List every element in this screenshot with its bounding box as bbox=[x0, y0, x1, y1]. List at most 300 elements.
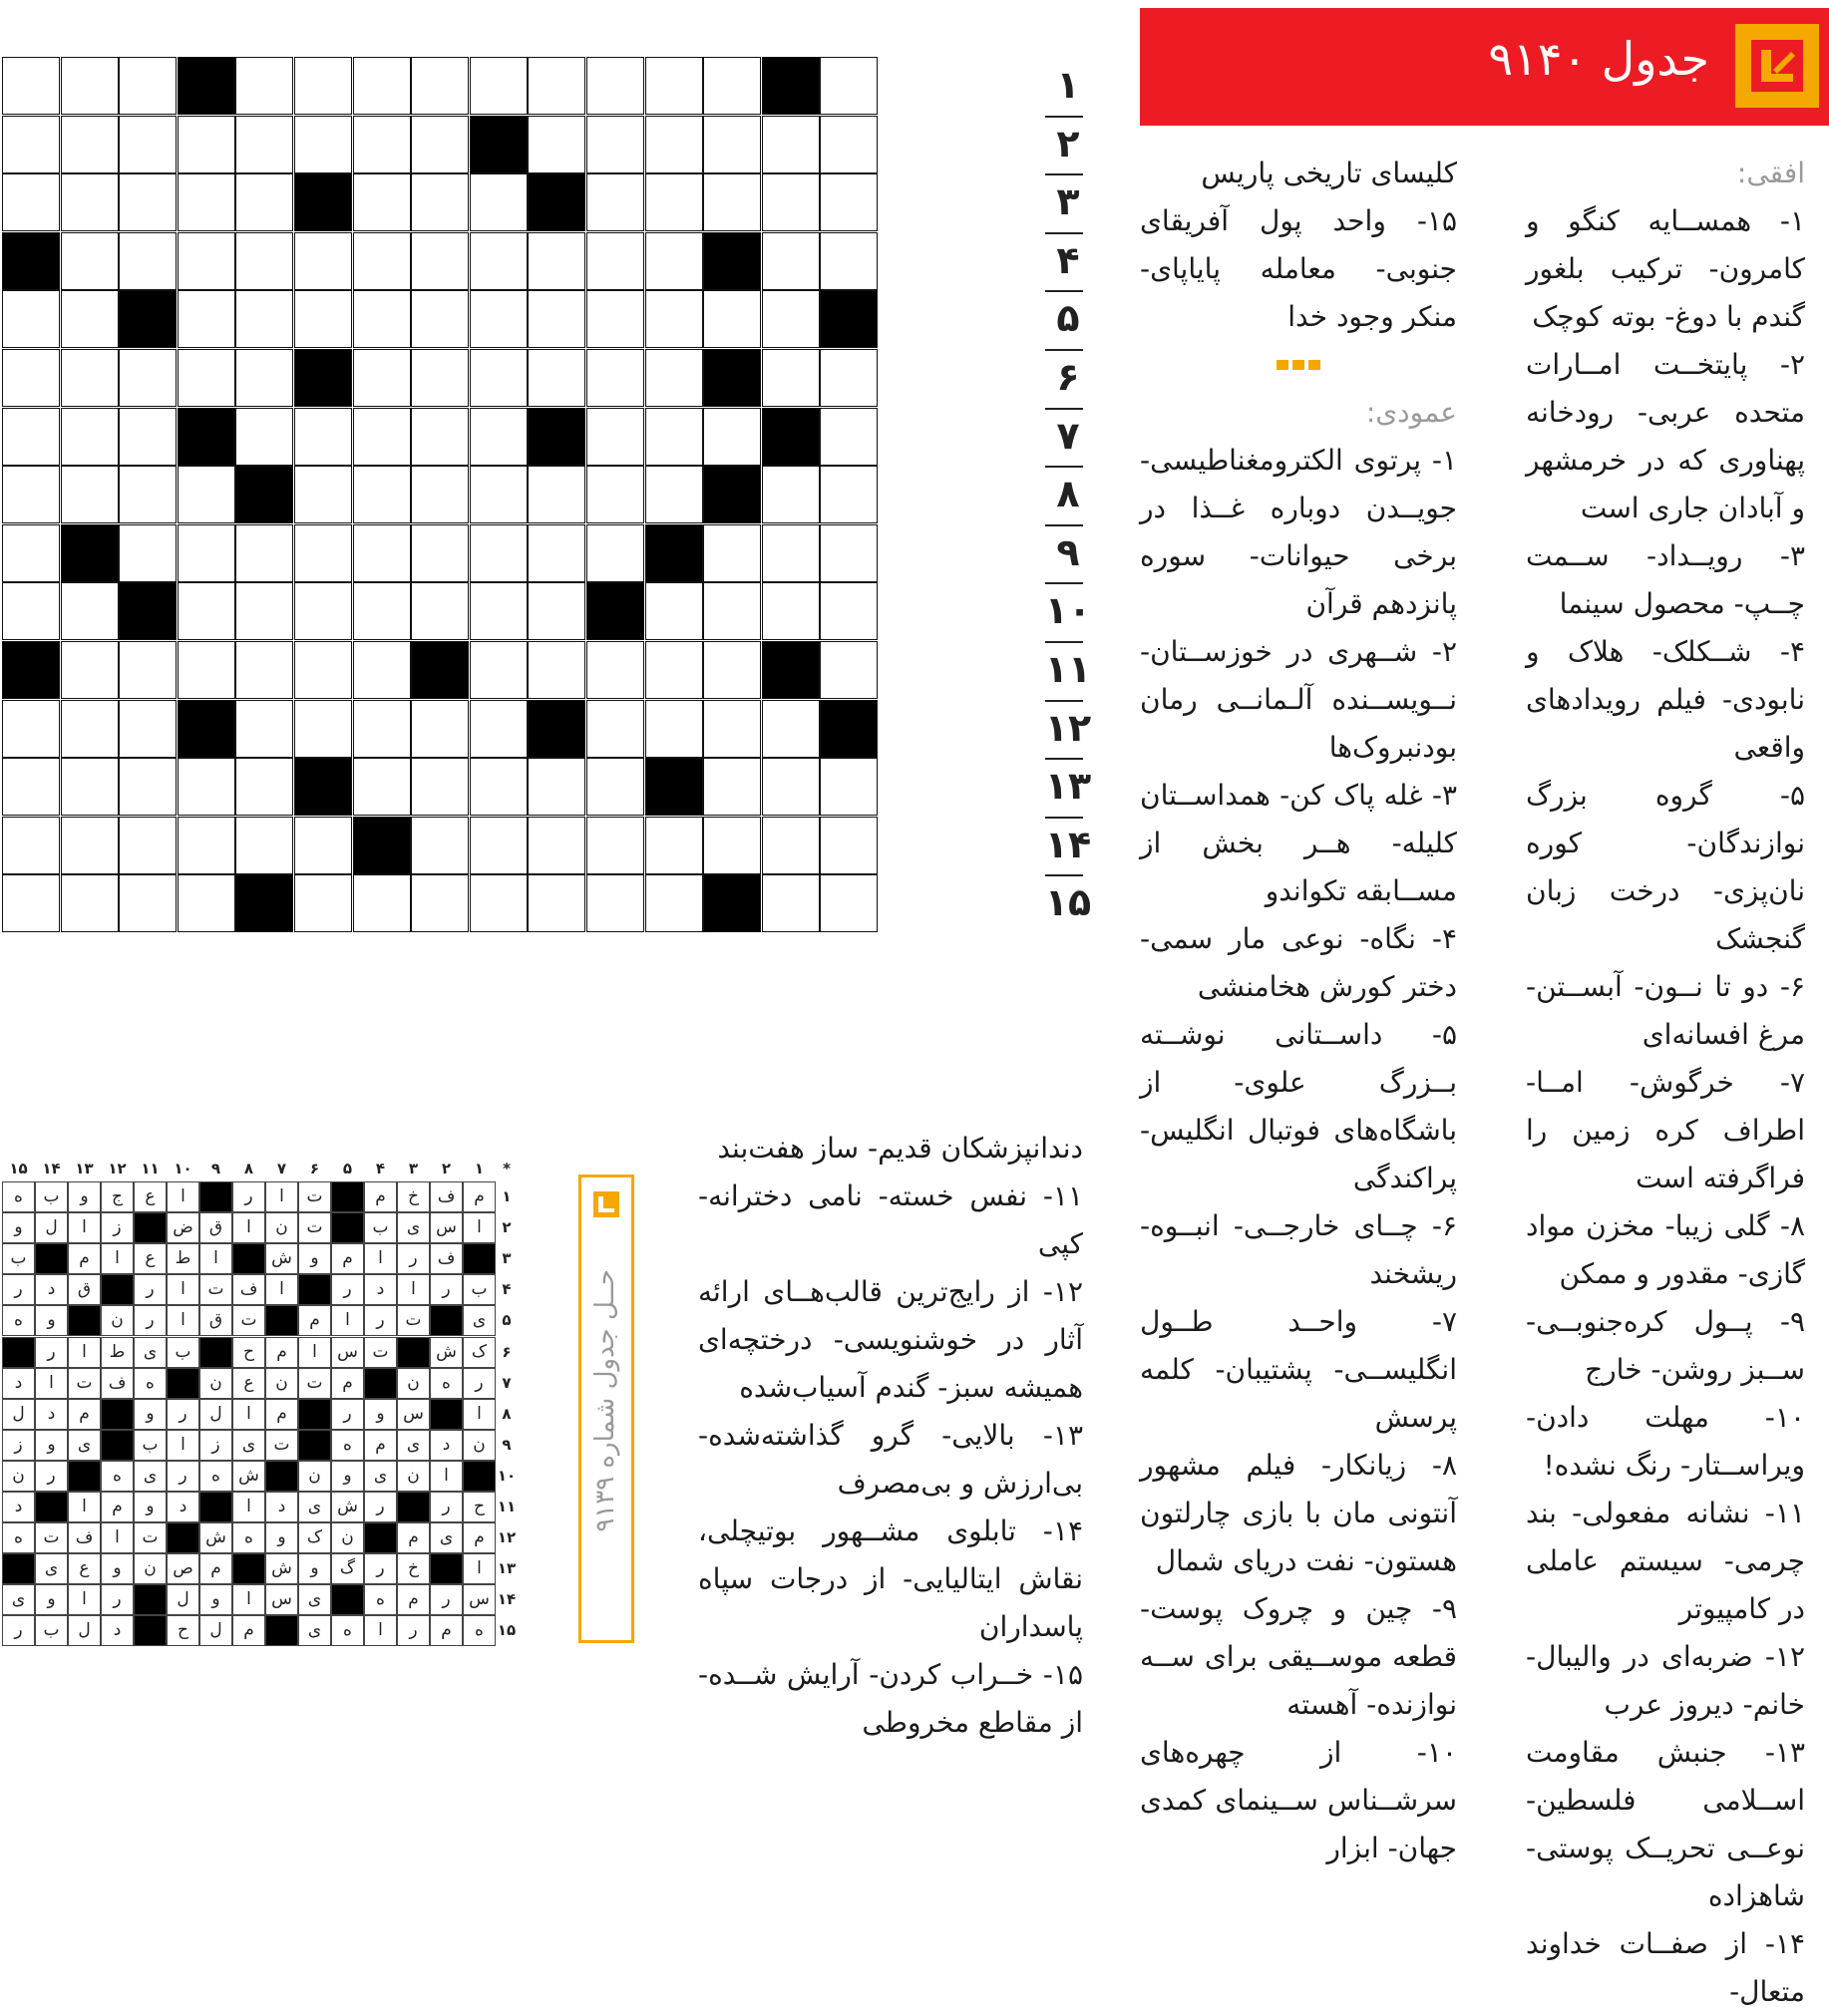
grid-cell[interactable] bbox=[119, 349, 177, 407]
solution-cell: ز bbox=[199, 1430, 232, 1461]
grid-cell[interactable] bbox=[586, 817, 644, 874]
grid-cell[interactable] bbox=[178, 116, 235, 173]
grid-cell[interactable] bbox=[178, 349, 235, 407]
grid-cell[interactable] bbox=[294, 641, 352, 699]
solution-column-number: ۱۴ bbox=[42, 1160, 61, 1177]
grid-cell[interactable] bbox=[2, 524, 60, 582]
clue-text: ۱۰- از چهره‌های سرشــناس ســینمای کمدی جهان- ابزار bbox=[1140, 1736, 1457, 1864]
grid-cell[interactable] bbox=[119, 466, 177, 523]
solution-row-number: ۶ bbox=[502, 1342, 512, 1361]
grid-cell[interactable] bbox=[645, 817, 703, 874]
grid-cell[interactable] bbox=[470, 817, 528, 874]
grid-cell[interactable] bbox=[586, 408, 644, 466]
solution-cell: ا bbox=[397, 1274, 430, 1305]
grid-cell[interactable] bbox=[294, 290, 352, 348]
grid-cell[interactable] bbox=[762, 466, 820, 523]
grid-cell[interactable] bbox=[294, 874, 352, 932]
grid-cell[interactable] bbox=[178, 524, 235, 582]
grid-cell[interactable] bbox=[762, 173, 820, 231]
grid-cell[interactable] bbox=[528, 57, 585, 115]
grid-cell[interactable] bbox=[353, 116, 411, 173]
grid-cell[interactable] bbox=[61, 173, 119, 231]
solution-cell: ه bbox=[364, 1584, 397, 1615]
solution-cell: ی bbox=[430, 1522, 463, 1553]
solution-cell: م bbox=[298, 1305, 331, 1336]
clue-text: ۶- چــای خارجــی- انبــوه- ریشخند bbox=[1140, 1209, 1457, 1290]
clue-text: ۱۲- از رایج‌ترین قالب‌هــای ارائه آثار در خوشنویسی- درختچه‌ای همیشه سبز- گندم آسیاب‌شده bbox=[698, 1275, 1083, 1404]
grid-cell[interactable] bbox=[235, 116, 293, 173]
grid-cell[interactable] bbox=[294, 408, 352, 466]
clue-text: ۳- رویــداد- ســمت چــپ- محصول سینما bbox=[1526, 539, 1805, 620]
grid-cell[interactable] bbox=[119, 173, 177, 231]
grid-cell[interactable] bbox=[703, 408, 761, 466]
grid-cell[interactable] bbox=[119, 408, 177, 466]
grid-cell[interactable] bbox=[762, 116, 820, 173]
grid-cell[interactable] bbox=[61, 758, 119, 816]
clue-text: دندانپزشکان قدیم- ساز هفت‌بند bbox=[717, 1132, 1083, 1165]
grid-cell[interactable] bbox=[645, 700, 703, 758]
grid-cell[interactable] bbox=[353, 349, 411, 407]
grid-cell[interactable] bbox=[645, 641, 703, 699]
solution-cell: و bbox=[35, 1584, 68, 1615]
grid-cell[interactable] bbox=[61, 641, 119, 699]
solution-cell: ا bbox=[331, 1305, 364, 1336]
grid-cell[interactable] bbox=[528, 290, 585, 348]
grid-cell[interactable] bbox=[703, 524, 761, 582]
clue-text: ۱۵- خــراب کردن- آرایش شــده- از مقاطع مخروطی bbox=[698, 1658, 1083, 1739]
grid-cell[interactable] bbox=[2, 817, 60, 874]
grid-cell[interactable] bbox=[353, 700, 411, 758]
grid-cell[interactable] bbox=[235, 524, 293, 582]
grid-cell[interactable] bbox=[119, 700, 177, 758]
grid-cell[interactable] bbox=[703, 116, 761, 173]
puzzle-title: جدول ۹۱۴۰ bbox=[1488, 32, 1709, 86]
solution-cell: ر bbox=[134, 1274, 167, 1305]
grid-cell[interactable] bbox=[235, 349, 293, 407]
grid-cell[interactable] bbox=[61, 57, 119, 115]
grid-cell[interactable] bbox=[645, 408, 703, 466]
solution-cell: ن bbox=[298, 1461, 331, 1492]
grid-cell[interactable] bbox=[470, 408, 528, 466]
clue-text: ۷- خرگوش- امــا- اطراف کره زمین را فراگرفته است bbox=[1526, 1066, 1805, 1194]
solution-column-number: ۱۰ bbox=[174, 1160, 192, 1177]
grid-cell[interactable] bbox=[178, 874, 235, 932]
solution-column-number: ۳ bbox=[408, 1160, 419, 1177]
grid-cell[interactable] bbox=[119, 874, 177, 932]
grid-cell[interactable] bbox=[703, 582, 761, 640]
grid-cell[interactable] bbox=[703, 817, 761, 874]
grid-cell[interactable] bbox=[470, 641, 528, 699]
grid-cell[interactable] bbox=[178, 641, 235, 699]
grid-cell[interactable] bbox=[294, 582, 352, 640]
solution-corner-mark: * bbox=[503, 1160, 511, 1177]
grid-cell[interactable] bbox=[294, 466, 352, 523]
grid-block-cell bbox=[703, 349, 761, 407]
grid-cell[interactable] bbox=[61, 232, 119, 290]
grid-cell[interactable] bbox=[353, 290, 411, 348]
clue-text: ۱۴- تابلوی مشــهور بوتیچلی، نقاش ایتالیایی- از درجات سپاه پاسداران bbox=[698, 1514, 1083, 1643]
grid-cell[interactable] bbox=[178, 232, 235, 290]
grid-cell[interactable] bbox=[645, 232, 703, 290]
solution-cell: ب bbox=[35, 1615, 68, 1646]
solution-block-cell bbox=[167, 1522, 199, 1553]
grid-cell[interactable] bbox=[235, 758, 293, 816]
grid-cell[interactable] bbox=[820, 57, 878, 115]
grid-cell[interactable] bbox=[61, 408, 119, 466]
grid-cell[interactable] bbox=[586, 700, 644, 758]
grid-cell[interactable] bbox=[353, 466, 411, 523]
grid-cell[interactable] bbox=[178, 290, 235, 348]
grid-cell[interactable] bbox=[353, 57, 411, 115]
grid-cell[interactable] bbox=[820, 582, 878, 640]
solution-row-number: ۲ bbox=[502, 1218, 512, 1237]
grid-cell[interactable] bbox=[411, 582, 469, 640]
grid-cell[interactable] bbox=[528, 524, 585, 582]
row-divider bbox=[1045, 700, 1083, 702]
solution-cell: ت bbox=[397, 1305, 430, 1336]
row-divider bbox=[1045, 817, 1083, 819]
grid-cell[interactable] bbox=[470, 232, 528, 290]
grid-cell[interactable] bbox=[353, 582, 411, 640]
grid-cell[interactable] bbox=[411, 758, 469, 816]
grid-cell[interactable] bbox=[411, 466, 469, 523]
grid-cell[interactable] bbox=[235, 408, 293, 466]
grid-cell[interactable] bbox=[353, 758, 411, 816]
grid-cell[interactable] bbox=[411, 874, 469, 932]
grid-cell[interactable] bbox=[703, 57, 761, 115]
grid-cell[interactable] bbox=[528, 582, 585, 640]
grid-cell[interactable] bbox=[586, 349, 644, 407]
grid-cell[interactable] bbox=[703, 758, 761, 816]
grid-block-cell bbox=[703, 232, 761, 290]
grid-cell[interactable] bbox=[235, 290, 293, 348]
grid-cell[interactable] bbox=[528, 232, 585, 290]
solution-cell: ه bbox=[331, 1430, 364, 1461]
grid-cell[interactable] bbox=[528, 874, 585, 932]
grid-cell[interactable] bbox=[820, 116, 878, 173]
grid-cell[interactable] bbox=[235, 817, 293, 874]
solution-cell: ا bbox=[101, 1243, 134, 1274]
clue-text: ۱- همســایه کنگو و کامرون- ترکیب بلغور گندم با دوغ- بوته کوچک bbox=[1526, 204, 1805, 333]
solution-cell: م bbox=[265, 1337, 298, 1368]
grid-cell[interactable] bbox=[2, 408, 60, 466]
grid-cell[interactable] bbox=[645, 116, 703, 173]
grid-cell[interactable] bbox=[411, 349, 469, 407]
clue-text: ۲- پایتخــت امــارات متحده عربی- رودخانه پهناوری که در خرمشهر و آبادان جاری است bbox=[1526, 348, 1805, 524]
solution-cell: ز bbox=[2, 1430, 35, 1461]
solution-cell: م bbox=[430, 1615, 463, 1646]
grid-cell[interactable] bbox=[178, 817, 235, 874]
grid-cell[interactable] bbox=[119, 232, 177, 290]
grid-cell[interactable] bbox=[820, 874, 878, 932]
solution-cell: ع bbox=[134, 1181, 167, 1212]
grid-cell[interactable] bbox=[528, 466, 585, 523]
grid-cell[interactable] bbox=[235, 173, 293, 231]
row-divider bbox=[1045, 466, 1083, 468]
grid-cell[interactable] bbox=[586, 641, 644, 699]
solution-cell: ر bbox=[2, 1615, 35, 1646]
grid-cell[interactable] bbox=[2, 700, 60, 758]
grid-cell[interactable] bbox=[528, 758, 585, 816]
solution-cell: ص bbox=[167, 1553, 199, 1584]
grid-cell[interactable] bbox=[178, 466, 235, 523]
grid-cell[interactable] bbox=[645, 57, 703, 115]
solution-cell: ن bbox=[265, 1212, 298, 1243]
grid-cell[interactable] bbox=[119, 641, 177, 699]
clue-text: ۵- گروه بزرگ نوازندگان- کوره نان‌پزی- درخت زبان گنجشک bbox=[1526, 779, 1805, 955]
solution-cell: ش bbox=[331, 1492, 364, 1522]
grid-cell[interactable] bbox=[820, 466, 878, 523]
row-divider bbox=[1045, 173, 1083, 175]
grid-cell[interactable] bbox=[470, 349, 528, 407]
grid-cell[interactable] bbox=[119, 758, 177, 816]
solution-cell: ر bbox=[167, 1461, 199, 1492]
grid-cell[interactable] bbox=[470, 700, 528, 758]
solution-cell: ه bbox=[2, 1181, 35, 1212]
solution-block-cell bbox=[298, 1430, 331, 1461]
grid-cell[interactable] bbox=[820, 349, 878, 407]
solution-cell: ح bbox=[232, 1337, 265, 1368]
solution-cell: ا bbox=[364, 1243, 397, 1274]
grid-cell[interactable] bbox=[470, 582, 528, 640]
grid-row-number: ۷ bbox=[1056, 413, 1080, 458]
solution-cell: ر bbox=[397, 1243, 430, 1274]
grid-cell[interactable] bbox=[762, 290, 820, 348]
grid-cell[interactable] bbox=[119, 57, 177, 115]
grid-cell[interactable] bbox=[528, 817, 585, 874]
grid-block-cell bbox=[294, 173, 352, 231]
solution-cell: م bbox=[199, 1553, 232, 1584]
solution-cell: ر bbox=[364, 1492, 397, 1522]
solution-cell: ا bbox=[167, 1305, 199, 1336]
solution-cell: ن bbox=[2, 1461, 35, 1492]
solution-block-cell bbox=[298, 1274, 331, 1305]
solution-cell: ا bbox=[199, 1243, 232, 1274]
grid-cell[interactable] bbox=[703, 173, 761, 231]
grid-cell[interactable] bbox=[586, 466, 644, 523]
solution-cell: ت bbox=[35, 1522, 68, 1553]
grid-cell[interactable] bbox=[470, 466, 528, 523]
clues-column-3 bbox=[698, 1125, 1083, 1747]
clue-text: ۱۳- جنبش مقاومت اســلامی فلسطین- نوعــی تحریــک پوستی- شاهزاده bbox=[1526, 1736, 1805, 1912]
grid-cell[interactable] bbox=[470, 758, 528, 816]
solution-cell: ا bbox=[430, 1461, 463, 1492]
clues-column-2 bbox=[1140, 150, 1457, 1872]
solution-column-number: ۲ bbox=[441, 1160, 452, 1177]
grid-cell[interactable] bbox=[528, 116, 585, 173]
grid-cell[interactable] bbox=[762, 758, 820, 816]
grid-cell[interactable] bbox=[61, 582, 119, 640]
grid-cell[interactable] bbox=[470, 290, 528, 348]
grid-cell[interactable] bbox=[820, 817, 878, 874]
grid-cell[interactable] bbox=[762, 524, 820, 582]
grid-cell[interactable] bbox=[235, 232, 293, 290]
solution-cell: ر bbox=[232, 1181, 265, 1212]
grid-cell[interactable] bbox=[119, 524, 177, 582]
grid-cell[interactable] bbox=[411, 817, 469, 874]
grid-cell[interactable] bbox=[294, 57, 352, 115]
solution-cell: ه bbox=[430, 1368, 463, 1399]
solution-cell: م bbox=[397, 1522, 430, 1553]
grid-cell[interactable] bbox=[119, 817, 177, 874]
grid-cell[interactable] bbox=[2, 173, 60, 231]
grid-cell[interactable] bbox=[820, 641, 878, 699]
solution-cell: ا bbox=[232, 1492, 265, 1522]
grid-cell[interactable] bbox=[411, 116, 469, 173]
grid-cell[interactable] bbox=[586, 173, 644, 231]
grid-cell[interactable] bbox=[762, 349, 820, 407]
grid-cell[interactable] bbox=[178, 582, 235, 640]
grid-cell[interactable] bbox=[586, 57, 644, 115]
grid-cell[interactable] bbox=[820, 232, 878, 290]
solution-cell: د bbox=[2, 1492, 35, 1522]
grid-cell[interactable] bbox=[470, 57, 528, 115]
grid-cell[interactable] bbox=[178, 173, 235, 231]
grid-cell[interactable] bbox=[2, 349, 60, 407]
grid-cell[interactable] bbox=[294, 700, 352, 758]
solution-block-cell bbox=[232, 1553, 265, 1584]
grid-cell[interactable] bbox=[353, 641, 411, 699]
solution-cell: د bbox=[2, 1368, 35, 1399]
grid-cell[interactable] bbox=[235, 700, 293, 758]
grid-cell[interactable] bbox=[2, 874, 60, 932]
grid-cell[interactable] bbox=[61, 290, 119, 348]
grid-cell[interactable] bbox=[528, 641, 585, 699]
grid-cell[interactable] bbox=[470, 173, 528, 231]
grid-cell[interactable] bbox=[411, 57, 469, 115]
solution-cell: ع bbox=[134, 1243, 167, 1274]
grid-cell[interactable] bbox=[470, 524, 528, 582]
grid-cell[interactable] bbox=[820, 758, 878, 816]
solution-block-cell bbox=[35, 1243, 68, 1274]
grid-cell[interactable] bbox=[353, 173, 411, 231]
grid-cell[interactable] bbox=[2, 116, 60, 173]
solution-block-cell bbox=[101, 1399, 134, 1430]
grid-cell[interactable] bbox=[470, 874, 528, 932]
grid-cell[interactable] bbox=[703, 700, 761, 758]
solution-block-cell bbox=[199, 1492, 232, 1522]
grid-cell[interactable] bbox=[294, 817, 352, 874]
grid-cell[interactable] bbox=[353, 874, 411, 932]
solution-cell: ا bbox=[167, 1430, 199, 1461]
grid-cell[interactable] bbox=[586, 116, 644, 173]
solution-cell: ت bbox=[298, 1368, 331, 1399]
grid-cell[interactable] bbox=[820, 408, 878, 466]
grid-block-cell bbox=[119, 290, 177, 348]
solution-cell: ی bbox=[2, 1584, 35, 1615]
solution-cell: ه bbox=[463, 1615, 496, 1646]
grid-cell[interactable] bbox=[645, 874, 703, 932]
solution-cell: و bbox=[35, 1430, 68, 1461]
grid-cell[interactable] bbox=[411, 408, 469, 466]
grid-cell[interactable] bbox=[411, 700, 469, 758]
solution-cell: ا bbox=[101, 1522, 134, 1553]
grid-cell[interactable] bbox=[294, 232, 352, 290]
grid-cell[interactable] bbox=[645, 466, 703, 523]
grid-cell[interactable] bbox=[61, 874, 119, 932]
solution-cell: ق bbox=[199, 1305, 232, 1336]
grid-cell[interactable] bbox=[2, 758, 60, 816]
grid-cell[interactable] bbox=[645, 582, 703, 640]
clue-text: کلیسای تاریخی پاریس bbox=[1201, 157, 1457, 189]
grid-cell[interactable] bbox=[586, 758, 644, 816]
solution-cell: و bbox=[265, 1522, 298, 1553]
grid-cell[interactable] bbox=[61, 466, 119, 523]
grid-cell[interactable] bbox=[762, 817, 820, 874]
grid-cell[interactable] bbox=[2, 466, 60, 523]
clue-text: ۴- نگاه- نوعی مار سمی- دختر کورش هخامنشی bbox=[1140, 922, 1457, 1003]
grid-cell[interactable] bbox=[353, 232, 411, 290]
solution-cell: ر bbox=[430, 1274, 463, 1305]
grid-cell[interactable] bbox=[586, 524, 644, 582]
grid-cell[interactable] bbox=[762, 874, 820, 932]
grid-cell[interactable] bbox=[528, 349, 585, 407]
grid-block-cell bbox=[61, 524, 119, 582]
section-separator bbox=[1140, 341, 1457, 389]
grid-cell[interactable] bbox=[586, 232, 644, 290]
solution-cell: ر bbox=[101, 1584, 134, 1615]
solution-cell: ی bbox=[298, 1615, 331, 1646]
grid-cell[interactable] bbox=[235, 582, 293, 640]
grid-cell[interactable] bbox=[294, 524, 352, 582]
grid-row-number: ۴ bbox=[1056, 237, 1080, 282]
grid-cell[interactable] bbox=[119, 116, 177, 173]
grid-cell[interactable] bbox=[411, 173, 469, 231]
grid-cell[interactable] bbox=[411, 290, 469, 348]
clues-column-1 bbox=[1526, 150, 1805, 2016]
grid-cell[interactable] bbox=[294, 116, 352, 173]
solution-cell: و bbox=[35, 1305, 68, 1336]
grid-cell[interactable] bbox=[820, 524, 878, 582]
grid-cell[interactable] bbox=[353, 524, 411, 582]
grid-cell[interactable] bbox=[762, 232, 820, 290]
solution-cell: د bbox=[364, 1274, 397, 1305]
solution-cell: ی bbox=[397, 1212, 430, 1243]
grid-cell[interactable] bbox=[703, 290, 761, 348]
grid-cell[interactable] bbox=[411, 232, 469, 290]
grid-cell[interactable] bbox=[645, 290, 703, 348]
grid-cell[interactable] bbox=[586, 874, 644, 932]
row-divider bbox=[1045, 349, 1083, 351]
grid-cell[interactable] bbox=[353, 408, 411, 466]
grid-block-cell bbox=[528, 408, 585, 466]
grid-cell[interactable] bbox=[235, 57, 293, 115]
grid-cell[interactable] bbox=[820, 173, 878, 231]
grid-cell[interactable] bbox=[645, 173, 703, 231]
grid-cell[interactable] bbox=[645, 349, 703, 407]
solution-cell: ش bbox=[199, 1522, 232, 1553]
grid-cell[interactable] bbox=[2, 582, 60, 640]
solution-cell: گ bbox=[331, 1553, 364, 1584]
grid-cell[interactable] bbox=[411, 524, 469, 582]
grid-block-cell bbox=[178, 408, 235, 466]
grid-cell[interactable] bbox=[762, 700, 820, 758]
solution-cell: ن bbox=[265, 1368, 298, 1399]
solution-cell: ر bbox=[35, 1461, 68, 1492]
grid-cell[interactable] bbox=[703, 641, 761, 699]
grid-cell[interactable] bbox=[61, 349, 119, 407]
grid-cell[interactable] bbox=[235, 641, 293, 699]
grid-cell[interactable] bbox=[2, 290, 60, 348]
grid-cell[interactable] bbox=[61, 700, 119, 758]
grid-cell[interactable] bbox=[762, 582, 820, 640]
grid-cell[interactable] bbox=[61, 817, 119, 874]
grid-cell[interactable] bbox=[178, 758, 235, 816]
grid-cell[interactable] bbox=[2, 57, 60, 115]
row-divider bbox=[1045, 641, 1083, 643]
grid-cell[interactable] bbox=[586, 290, 644, 348]
grid-cell[interactable] bbox=[61, 116, 119, 173]
